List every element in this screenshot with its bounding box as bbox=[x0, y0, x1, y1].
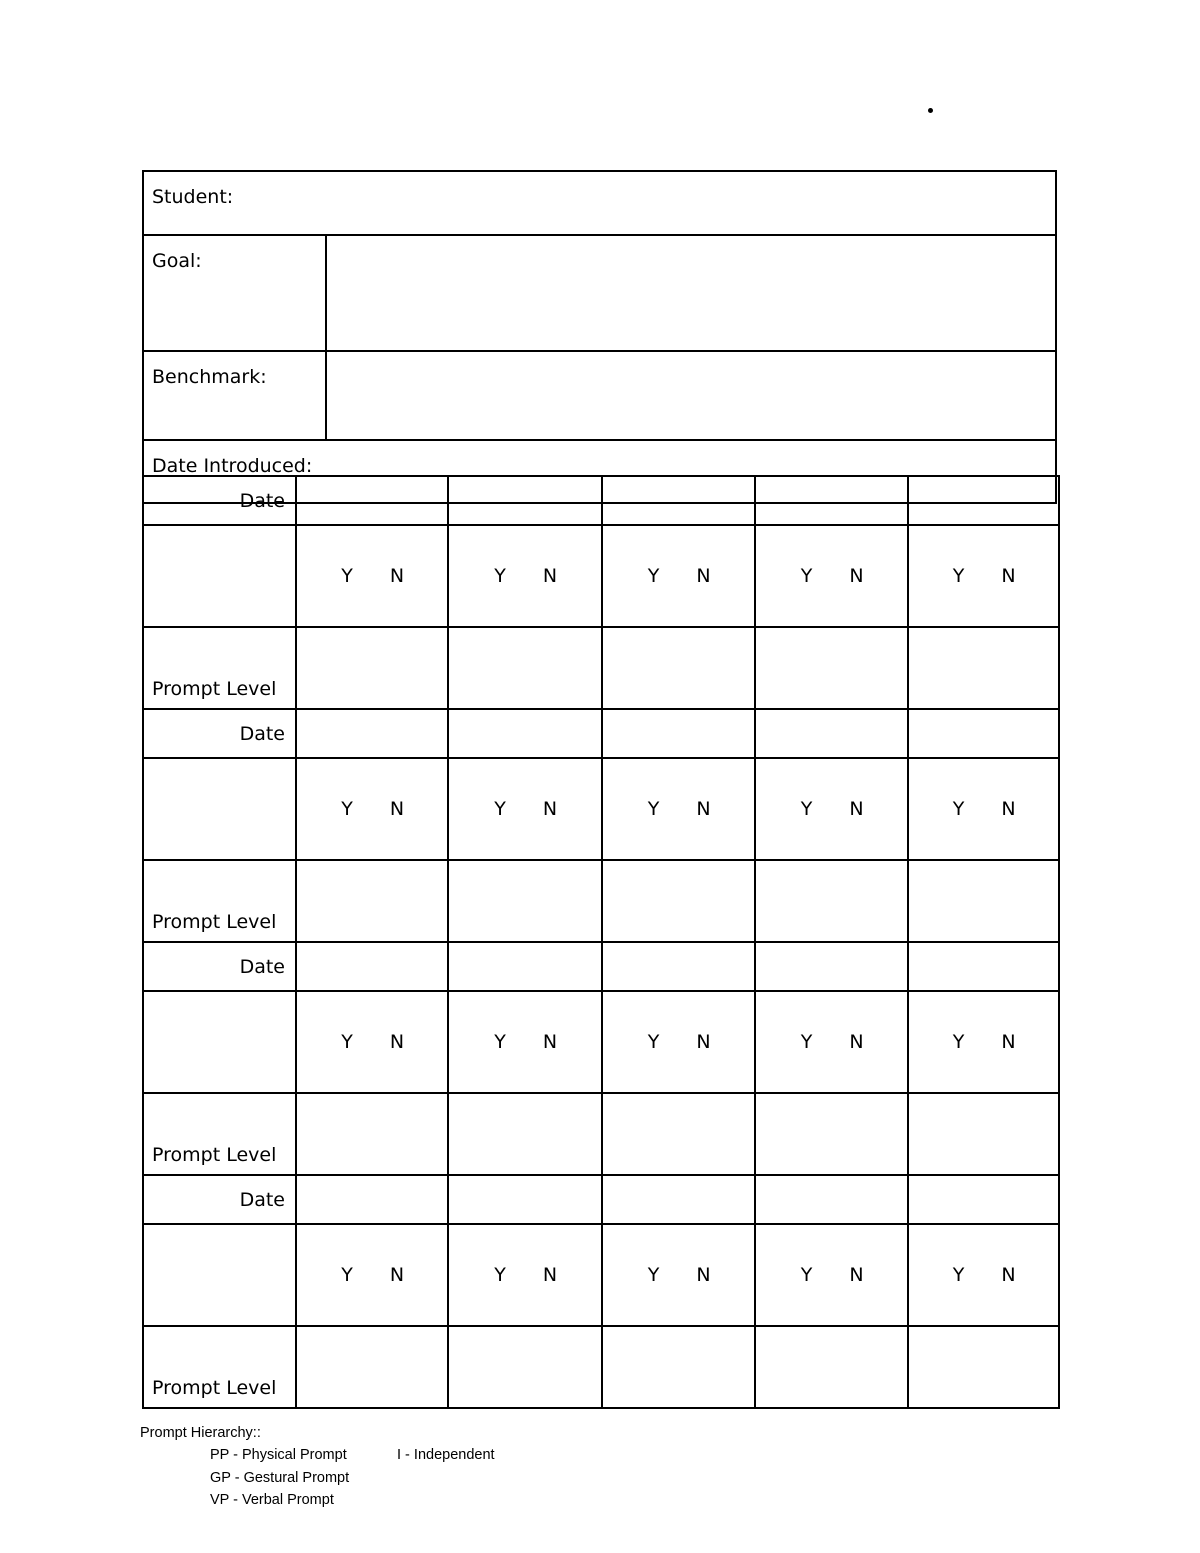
prompt-level-cell[interactable] bbox=[602, 1326, 755, 1408]
prompt-level-cell[interactable] bbox=[602, 1093, 755, 1175]
date-row-label: Date bbox=[143, 942, 296, 991]
date-cell[interactable] bbox=[755, 942, 908, 991]
benchmark-label: Benchmark: bbox=[152, 366, 267, 388]
no-option[interactable]: N bbox=[542, 1264, 558, 1286]
date-cell[interactable] bbox=[908, 942, 1059, 991]
yes-option[interactable]: Y bbox=[952, 1031, 965, 1053]
prompt-level-cell[interactable] bbox=[755, 627, 908, 709]
yes-no-cell bbox=[755, 758, 908, 860]
yes-option[interactable]: Y bbox=[494, 1031, 506, 1053]
yes-option[interactable]: Y bbox=[800, 1264, 813, 1286]
yes-no-cell bbox=[755, 991, 908, 1093]
no-option[interactable]: N bbox=[389, 798, 405, 820]
prompt-level-cell[interactable] bbox=[908, 860, 1059, 942]
yes-option[interactable]: Y bbox=[341, 798, 353, 820]
date-cell[interactable] bbox=[602, 476, 755, 525]
legend-item-physical-prompt: PP - Physical Prompt bbox=[210, 1447, 347, 1463]
goal-label-cell bbox=[143, 235, 326, 351]
date-cell[interactable] bbox=[296, 476, 448, 525]
yes-option[interactable]: Y bbox=[647, 1031, 660, 1053]
prompt-level-cell[interactable] bbox=[448, 860, 602, 942]
date-cell[interactable] bbox=[908, 1175, 1059, 1224]
no-option[interactable]: N bbox=[696, 1031, 711, 1053]
no-option[interactable]: N bbox=[849, 1264, 864, 1286]
yes-option[interactable]: Y bbox=[341, 1264, 353, 1286]
prompt-level-cell[interactable] bbox=[296, 1093, 448, 1175]
date-cell[interactable] bbox=[755, 476, 908, 525]
goal-field[interactable] bbox=[326, 235, 1056, 351]
yes-option[interactable]: Y bbox=[494, 565, 506, 587]
prompt-level-label: Prompt Level bbox=[143, 1326, 296, 1408]
date-cell[interactable] bbox=[448, 942, 602, 991]
legend-item-independent: I - Independent bbox=[397, 1447, 495, 1463]
prompt-level-cell[interactable] bbox=[448, 1093, 602, 1175]
prompt-level-cell[interactable] bbox=[448, 627, 602, 709]
legend-item-verbal-prompt: VP - Verbal Prompt bbox=[210, 1492, 334, 1508]
no-option[interactable]: N bbox=[542, 798, 558, 820]
date-cell[interactable] bbox=[602, 709, 755, 758]
yes-no-cell bbox=[755, 525, 908, 627]
date-cell[interactable] bbox=[296, 1175, 448, 1224]
prompt-level-cell[interactable] bbox=[296, 860, 448, 942]
student-field[interactable] bbox=[143, 171, 1056, 235]
no-option[interactable]: N bbox=[849, 798, 864, 820]
date-cell[interactable] bbox=[908, 709, 1059, 758]
yes-no-cell bbox=[908, 758, 1059, 860]
yes-no-cell bbox=[448, 1224, 602, 1326]
yes-no-cell bbox=[755, 1224, 908, 1326]
prompt-level-label: Prompt Level bbox=[143, 860, 296, 942]
no-option[interactable]: N bbox=[542, 565, 558, 587]
no-option[interactable]: N bbox=[1001, 1264, 1016, 1286]
yes-option[interactable]: Y bbox=[647, 565, 660, 587]
date-introduced-label: Date Introduced: bbox=[152, 455, 313, 477]
no-option[interactable]: N bbox=[389, 565, 405, 587]
yes-no-cell bbox=[296, 991, 448, 1093]
yes-no-cell bbox=[296, 1224, 448, 1326]
yes-option[interactable]: Y bbox=[800, 565, 813, 587]
yes-option[interactable]: Y bbox=[800, 1031, 813, 1053]
prompt-level-cell[interactable] bbox=[908, 1093, 1059, 1175]
prompt-level-cell[interactable] bbox=[296, 1326, 448, 1408]
data-collection-table bbox=[142, 475, 1060, 1409]
no-option[interactable]: N bbox=[389, 1031, 405, 1053]
date-cell[interactable] bbox=[448, 1175, 602, 1224]
yes-option[interactable]: Y bbox=[647, 1264, 660, 1286]
response-row-label-cell bbox=[143, 758, 296, 860]
yes-option[interactable]: Y bbox=[800, 798, 813, 820]
date-cell[interactable] bbox=[755, 1175, 908, 1224]
prompt-level-cell[interactable] bbox=[755, 1326, 908, 1408]
yes-option[interactable]: Y bbox=[494, 1264, 506, 1286]
yes-no-cell bbox=[448, 991, 602, 1093]
no-option[interactable]: N bbox=[696, 798, 711, 820]
prompt-level-cell[interactable] bbox=[908, 1326, 1059, 1408]
prompt-level-label: Prompt Level bbox=[143, 1093, 296, 1175]
yes-no-cell bbox=[602, 525, 755, 627]
response-row-label-cell bbox=[143, 525, 296, 627]
prompt-level-cell[interactable] bbox=[448, 1326, 602, 1408]
date-cell[interactable] bbox=[755, 709, 908, 758]
no-option[interactable]: N bbox=[849, 1031, 864, 1053]
no-option[interactable]: N bbox=[389, 1264, 405, 1286]
goal-label: Goal: bbox=[152, 250, 202, 272]
prompt-level-cell[interactable] bbox=[602, 860, 755, 942]
no-option[interactable]: N bbox=[696, 1264, 711, 1286]
yes-option[interactable]: Y bbox=[341, 565, 353, 587]
no-option[interactable]: N bbox=[1001, 1031, 1016, 1053]
date-row-label: Date bbox=[143, 709, 296, 758]
date-cell[interactable] bbox=[448, 476, 602, 525]
yes-no-cell bbox=[602, 1224, 755, 1326]
yes-no-cell bbox=[602, 991, 755, 1093]
prompt-level-cell[interactable] bbox=[755, 860, 908, 942]
corner-dot bbox=[928, 108, 933, 113]
no-option[interactable]: N bbox=[542, 1031, 558, 1053]
date-cell[interactable] bbox=[908, 476, 1059, 525]
prompt-level-cell[interactable] bbox=[296, 627, 448, 709]
yes-option[interactable]: Y bbox=[952, 1264, 965, 1286]
no-option[interactable]: N bbox=[1001, 798, 1016, 820]
yes-no-cell bbox=[602, 758, 755, 860]
benchmark-field[interactable] bbox=[326, 351, 1056, 440]
legend-item-gestural-prompt: GP - Gestural Prompt bbox=[210, 1470, 350, 1486]
yes-no-cell bbox=[908, 991, 1059, 1093]
yes-no-cell bbox=[448, 758, 602, 860]
date-row-label: Date bbox=[143, 1175, 296, 1224]
prompt-level-label: Prompt Level bbox=[143, 627, 296, 709]
benchmark-label-cell bbox=[143, 351, 326, 440]
legend-title: Prompt Hierarchy:: bbox=[140, 1425, 261, 1441]
yes-option[interactable]: Y bbox=[647, 798, 660, 820]
yes-option[interactable]: Y bbox=[494, 798, 506, 820]
student-info-table bbox=[142, 170, 1057, 504]
no-option[interactable]: N bbox=[849, 565, 864, 587]
student-label: Student: bbox=[152, 186, 234, 208]
date-cell[interactable] bbox=[296, 709, 448, 758]
yes-option[interactable]: Y bbox=[952, 565, 965, 587]
no-option[interactable]: N bbox=[696, 565, 711, 587]
yes-option[interactable]: Y bbox=[952, 798, 965, 820]
yes-no-cell bbox=[908, 525, 1059, 627]
prompt-level-cell[interactable] bbox=[602, 627, 755, 709]
prompt-level-cell[interactable] bbox=[755, 1093, 908, 1175]
date-cell[interactable] bbox=[296, 942, 448, 991]
response-row-label-cell bbox=[143, 991, 296, 1093]
date-row-label: Date bbox=[143, 476, 296, 525]
date-cell[interactable] bbox=[602, 942, 755, 991]
response-row-label-cell bbox=[143, 1224, 296, 1326]
yes-no-cell bbox=[908, 1224, 1059, 1326]
yes-no-cell bbox=[296, 758, 448, 860]
yes-option[interactable]: Y bbox=[341, 1031, 353, 1053]
yes-no-cell bbox=[448, 525, 602, 627]
date-cell[interactable] bbox=[602, 1175, 755, 1224]
yes-no-cell bbox=[296, 525, 448, 627]
no-option[interactable]: N bbox=[1001, 565, 1016, 587]
date-cell[interactable] bbox=[448, 709, 602, 758]
prompt-level-cell[interactable] bbox=[908, 627, 1059, 709]
